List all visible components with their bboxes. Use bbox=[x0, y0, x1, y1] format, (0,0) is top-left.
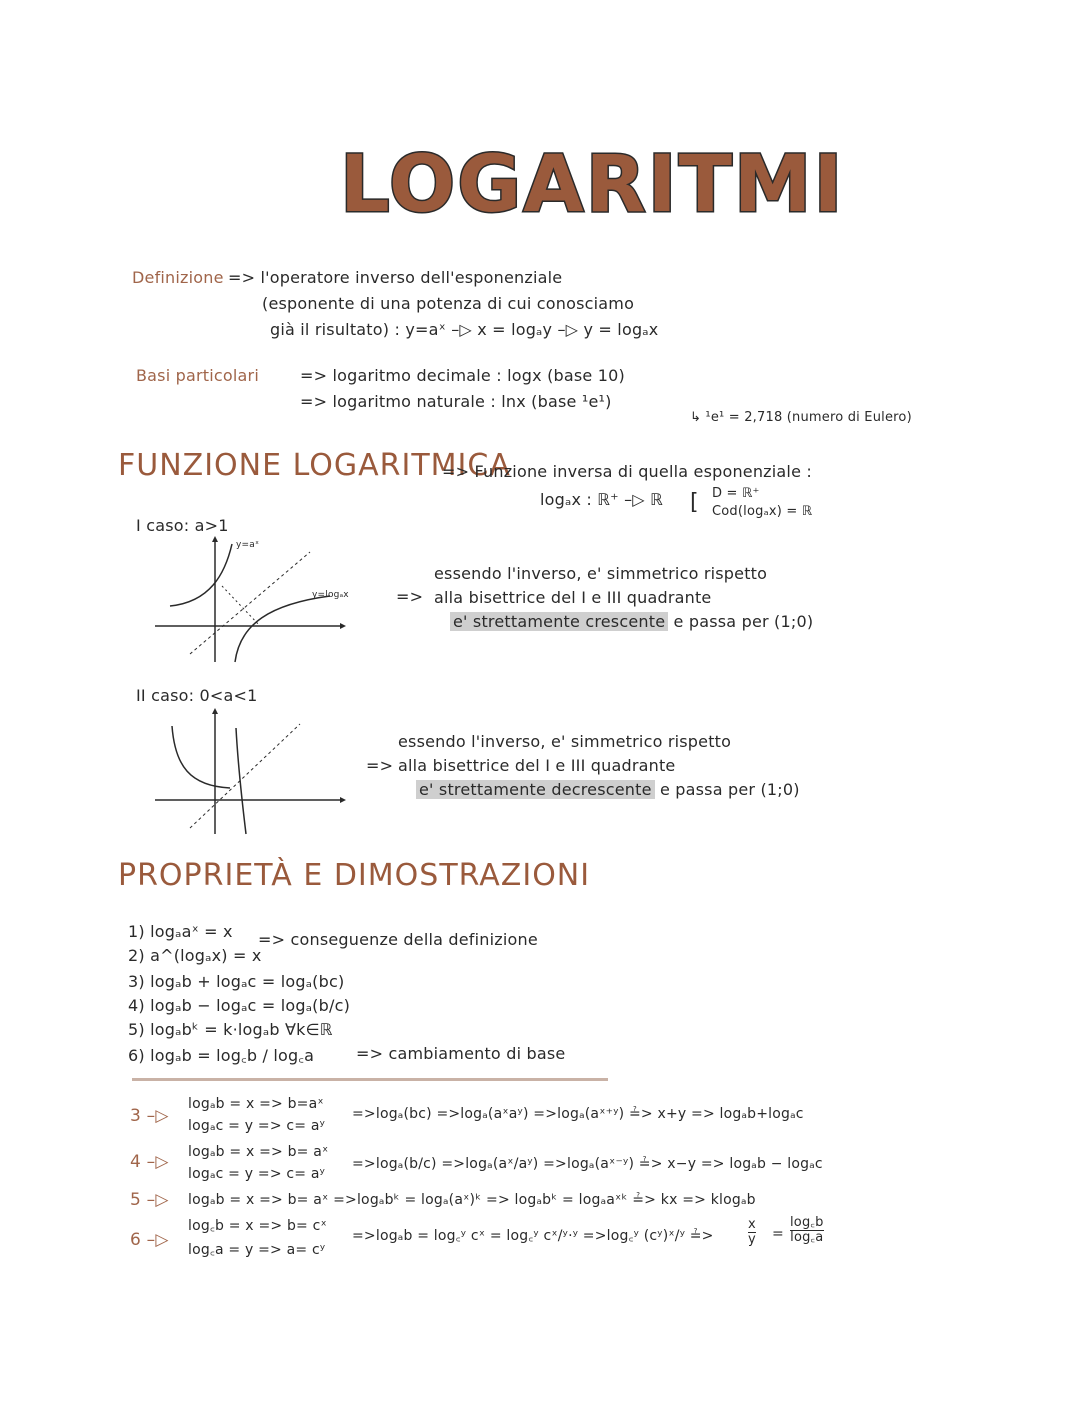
funzione-heading: FUNZIONE LOGARITMICA bbox=[118, 448, 511, 483]
caso2-label: II caso: 0<a<1 bbox=[136, 686, 258, 705]
caso1-text1: essendo l'inverso, e' simmetrico rispetto bbox=[434, 564, 768, 583]
exp-curve bbox=[172, 726, 230, 788]
dim6-fraction-result bbox=[790, 1216, 824, 1245]
symmetry-line bbox=[222, 586, 260, 626]
graph-caso2 bbox=[150, 706, 350, 836]
caso1-text3-highlight: e' strettamente crescente bbox=[450, 612, 668, 631]
definizione-line2: (esponente di una potenza di cui conosciamo bbox=[262, 294, 635, 313]
dim4-b: logₐc = y => c= aʸ bbox=[188, 1166, 326, 1182]
dim6-eq: = bbox=[772, 1226, 784, 1242]
dim4-a: logₐb = x => b= aˣ bbox=[188, 1144, 329, 1160]
x-axis-arrow-icon bbox=[340, 797, 346, 803]
basi-label: Basi particolari bbox=[136, 366, 259, 385]
prop-6: 6) logₐb = log꜀b / log꜀a bbox=[128, 1046, 315, 1065]
funzione-domain: D = ℝ⁺ bbox=[712, 486, 760, 501]
caso1-curve2-label: y=logₐx bbox=[312, 590, 349, 600]
funzione-codomain: Cod(logₐx) = ℝ bbox=[712, 504, 813, 519]
definizione-line3: già il risultato) : y=aˣ –▷ x = logₐy –▷ y = logₐx bbox=[270, 320, 659, 339]
prop-2: 2) a^(logₐx) = x bbox=[128, 946, 262, 965]
caso2-text1: essendo l'inverso, e' simmetrico rispetto bbox=[398, 732, 732, 751]
dim6-fraction-xy bbox=[748, 1218, 756, 1247]
page-title-block bbox=[340, 140, 845, 240]
dim3-a: logₐb = x => b=aˣ bbox=[188, 1096, 324, 1112]
dim5-step: 5 –▷ bbox=[130, 1190, 169, 1210]
exp-curve bbox=[170, 544, 232, 606]
prop-1-note: => conseguenze della definizione bbox=[258, 930, 538, 949]
prop-1: 1) logₐaˣ = x bbox=[128, 922, 233, 941]
dim3-b: logₐc = y => c= aʸ bbox=[188, 1118, 326, 1134]
log-curve bbox=[236, 728, 246, 834]
dim6-chain: =>logₐb = log꜀ʸ cˣ = log꜀ʸ cˣ/ʸ·ʸ =>log꜀ʸ (cʸ)ˣ/ʸ ≟> bbox=[352, 1228, 714, 1244]
dim3-chain: =>logₐ(bc) =>logₐ(aˣaʸ) =>logₐ(aˣ⁺ʸ) ≟> x+y => logₐb+logₐc bbox=[352, 1106, 804, 1122]
dim6-b: log꜀a = y => a= cʸ bbox=[188, 1242, 326, 1258]
dim5-a: logₐb = x => b= aˣ =>logₐbᵏ = logₐ(aˣ)ᵏ => logₐbᵏ = logₐaˣᵏ ≟> kx => klogₐb bbox=[188, 1192, 756, 1208]
dim6-res-bottom: log꜀a bbox=[790, 1230, 824, 1245]
caso2-text3-highlight: e' strettamente decrescente bbox=[416, 780, 655, 799]
caso1-text2: alla bisettrice del I e III quadrante bbox=[434, 588, 712, 607]
y-axis-arrow-icon bbox=[212, 708, 218, 714]
basi-line2: => logaritmo naturale : lnx (base ¹e¹) bbox=[300, 392, 612, 411]
caso1-text3-rest: e passa per (1;0) bbox=[673, 612, 814, 631]
dim6-a: log꜀b = x => b= cˣ bbox=[188, 1218, 327, 1234]
bisettrice-line bbox=[190, 552, 310, 654]
divider bbox=[132, 1078, 608, 1081]
caso2-text2: alla bisettrice del I e III quadrante bbox=[398, 756, 676, 775]
dim6-frac-top: x bbox=[748, 1217, 756, 1232]
dim4-chain: =>logₐ(b/c) =>logₐ(aˣ/aʸ) =>logₐ(aˣ⁻ʸ) ≟> x−y => logₐb − logₐc bbox=[352, 1156, 823, 1172]
caso1-label: I caso: a>1 bbox=[136, 516, 229, 535]
log-curve bbox=[235, 596, 330, 662]
funzione-map: logₐx : ℝ⁺ –▷ ℝ bbox=[540, 490, 663, 509]
caso1-curve1-label: y=aˣ bbox=[236, 540, 260, 550]
funzione-desc: => Funzione inversa di quella esponenziale : bbox=[442, 462, 812, 481]
graph-caso2-svg bbox=[150, 706, 350, 836]
dim3-step: 3 –▷ bbox=[130, 1106, 169, 1126]
bracket-icon: [ bbox=[690, 490, 699, 515]
definizione-line1: => l'operatore inverso dell'esponenziale bbox=[228, 268, 563, 287]
y-axis-arrow-icon bbox=[212, 536, 218, 542]
page-title: LOGARITMI bbox=[340, 140, 845, 230]
prop-3: 3) logₐb + logₐc = logₐ(bc) bbox=[128, 972, 345, 991]
caso1-arrow: => bbox=[396, 587, 424, 606]
basi-line1: => logaritmo decimale : logx (base 10) bbox=[300, 366, 625, 385]
x-axis-arrow-icon bbox=[340, 623, 346, 629]
caso2-text3-rest: e passa per (1;0) bbox=[659, 780, 800, 799]
dim6-step: 6 –▷ bbox=[130, 1230, 169, 1250]
prop-6-note: => cambiamento di base bbox=[356, 1044, 566, 1063]
basi-line3: ↳ ¹e¹ = 2,718 (numero di Eulero) bbox=[690, 410, 912, 425]
bisettrice-line bbox=[190, 724, 300, 828]
definizione-label: Definizione bbox=[132, 268, 224, 287]
dim4-step: 4 –▷ bbox=[130, 1152, 169, 1172]
dim6-frac-bottom: y bbox=[748, 1232, 756, 1247]
proprieta-heading: PROPRIETÀ E DIMOSTRAZIONI bbox=[118, 858, 591, 893]
dim6-res-top: log꜀b bbox=[790, 1215, 824, 1230]
caso2-arrow: => bbox=[366, 756, 394, 775]
prop-5: 5) logₐbᵏ = k·logₐb ∀k∈ℝ bbox=[128, 1020, 333, 1039]
prop-4: 4) logₐb − logₐc = logₐ(b/c) bbox=[128, 996, 351, 1015]
